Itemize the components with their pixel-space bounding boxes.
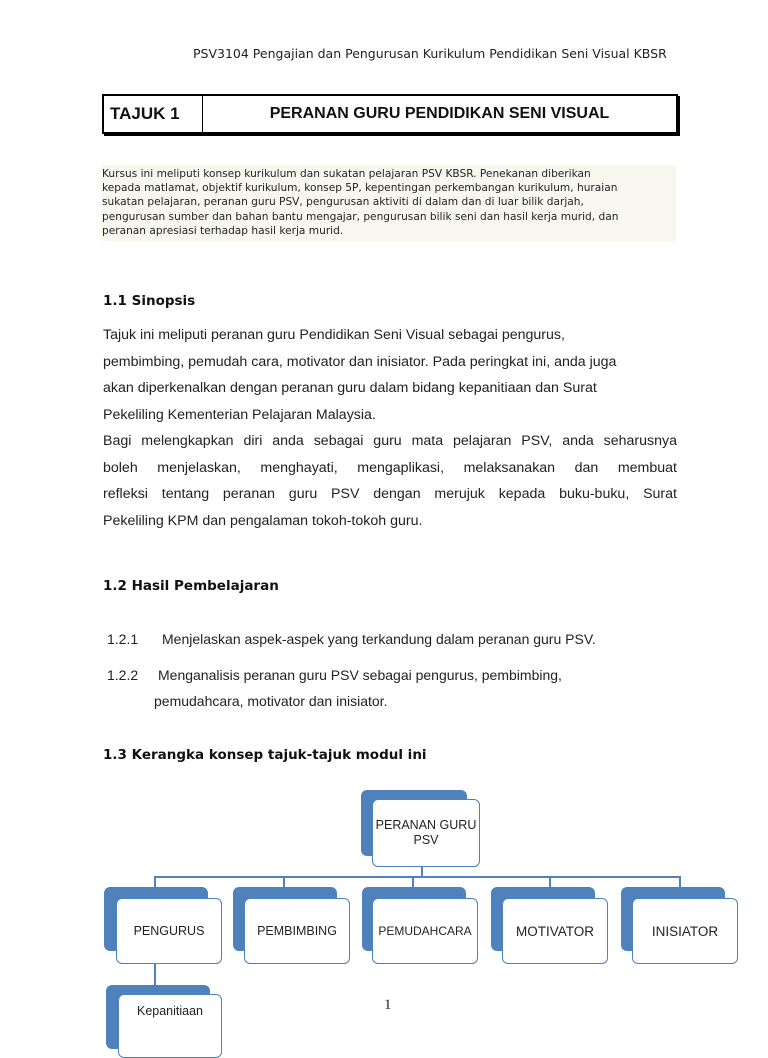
topic-title-box (102, 94, 678, 134)
page-number: 1 (384, 997, 392, 1013)
node-pemudahcara: PEMUDAHCARA (372, 898, 478, 964)
synopsis-line: pembimbing, pemudah cara, motivator dan inisiator. Pada peringkat ini, anda juga (103, 353, 617, 370)
description-line: kepada matlamat, objektif kurikulum, konsep 5P, kepentingan perkembangan kurikulum, huraian (102, 182, 618, 195)
synopsis-line: Tajuk ini meliputi peranan guru Pendidikan Seni Visual sebagai pengurus, (103, 327, 565, 343)
outcome-text-continued: pemudahcara, motivator dan inisiator. (154, 693, 388, 709)
topic-number: TAJUK 1 (104, 96, 203, 132)
section-1-1-body (103, 322, 677, 534)
connector-horizontal (154, 876, 681, 878)
node-kepanitiaan: Kepanitiaan (118, 994, 222, 1058)
outcome-number: 1.2.2 (107, 667, 139, 683)
synopsis-line: Pekeliling KPM dan pengalaman tokoh-tokoh guru. (103, 512, 423, 529)
description-line: Kursus ini meliputi konsep kurikulum dan sukatan pelajaran PSV KBSR. Penekanan diberikan (102, 168, 591, 180)
outcome-text: Menganalisis peranan guru PSV sebagai pengurus, pembimbing, (158, 667, 562, 683)
synopsis-line: boleh menjelaskan, menghayati, mengaplikasi, melaksanakan dan membuat (103, 459, 677, 476)
node-pembimbing: PEMBIMBING (244, 898, 350, 964)
node-inisiator: INISIATOR (632, 898, 738, 964)
outcome-number: 1.2.1 (107, 631, 139, 647)
synopsis-line: Bagi melengkapkan diri anda sebagai guru mata pelajaran PSV, anda seharusnya (103, 433, 677, 449)
section-1-3-heading: 1.3 Kerangka konsep tajuk-tajuk modul ini (103, 747, 427, 763)
topic-heading: PERANAN GURU PENDIDIKAN SENI VISUAL (269, 105, 610, 122)
root-node: PERANAN GURU PSV (372, 799, 480, 867)
outcome-text: Menjelaskan aspek-aspek yang terkandung dalam peranan guru PSV. (162, 631, 596, 647)
page-header: PSV3104 Pengajian dan Pengurusan Kurikulum Pendidikan Seni Visual KBSR (193, 46, 667, 61)
synopsis-line: Pekeliling Kementerian Pelajaran Malaysia. (103, 406, 376, 423)
node-motivator: MOTIVATOR (502, 898, 608, 964)
section-1-2-heading: 1.2 Hasil Pembelajaran (103, 578, 279, 594)
synopsis-line: refleksi tentang peranan guru PSV dengan merujuk kepada buku-buku, Surat (103, 486, 677, 502)
section-1-1-heading: 1.1 Sinopsis (103, 293, 196, 309)
description-line: pengurusan sumber dan bahan bantu mengajar, pengurusan bilik seni dan hasil kerja murid, dan (102, 210, 619, 223)
course-description (102, 165, 676, 241)
description-line: sukatan pelajaran, peranan guru PSV, pengurusan aktiviti di dalam dan di luar bilik darjah, (102, 196, 584, 209)
synopsis-line: akan diperkenalkan dengan peranan guru dalam bidang kepanitiaan dan Surat (103, 380, 597, 396)
node-pengurus: PENGURUS (116, 898, 222, 964)
description-line: peranan apresiasi terhadap hasil kerja murid. (102, 224, 344, 237)
